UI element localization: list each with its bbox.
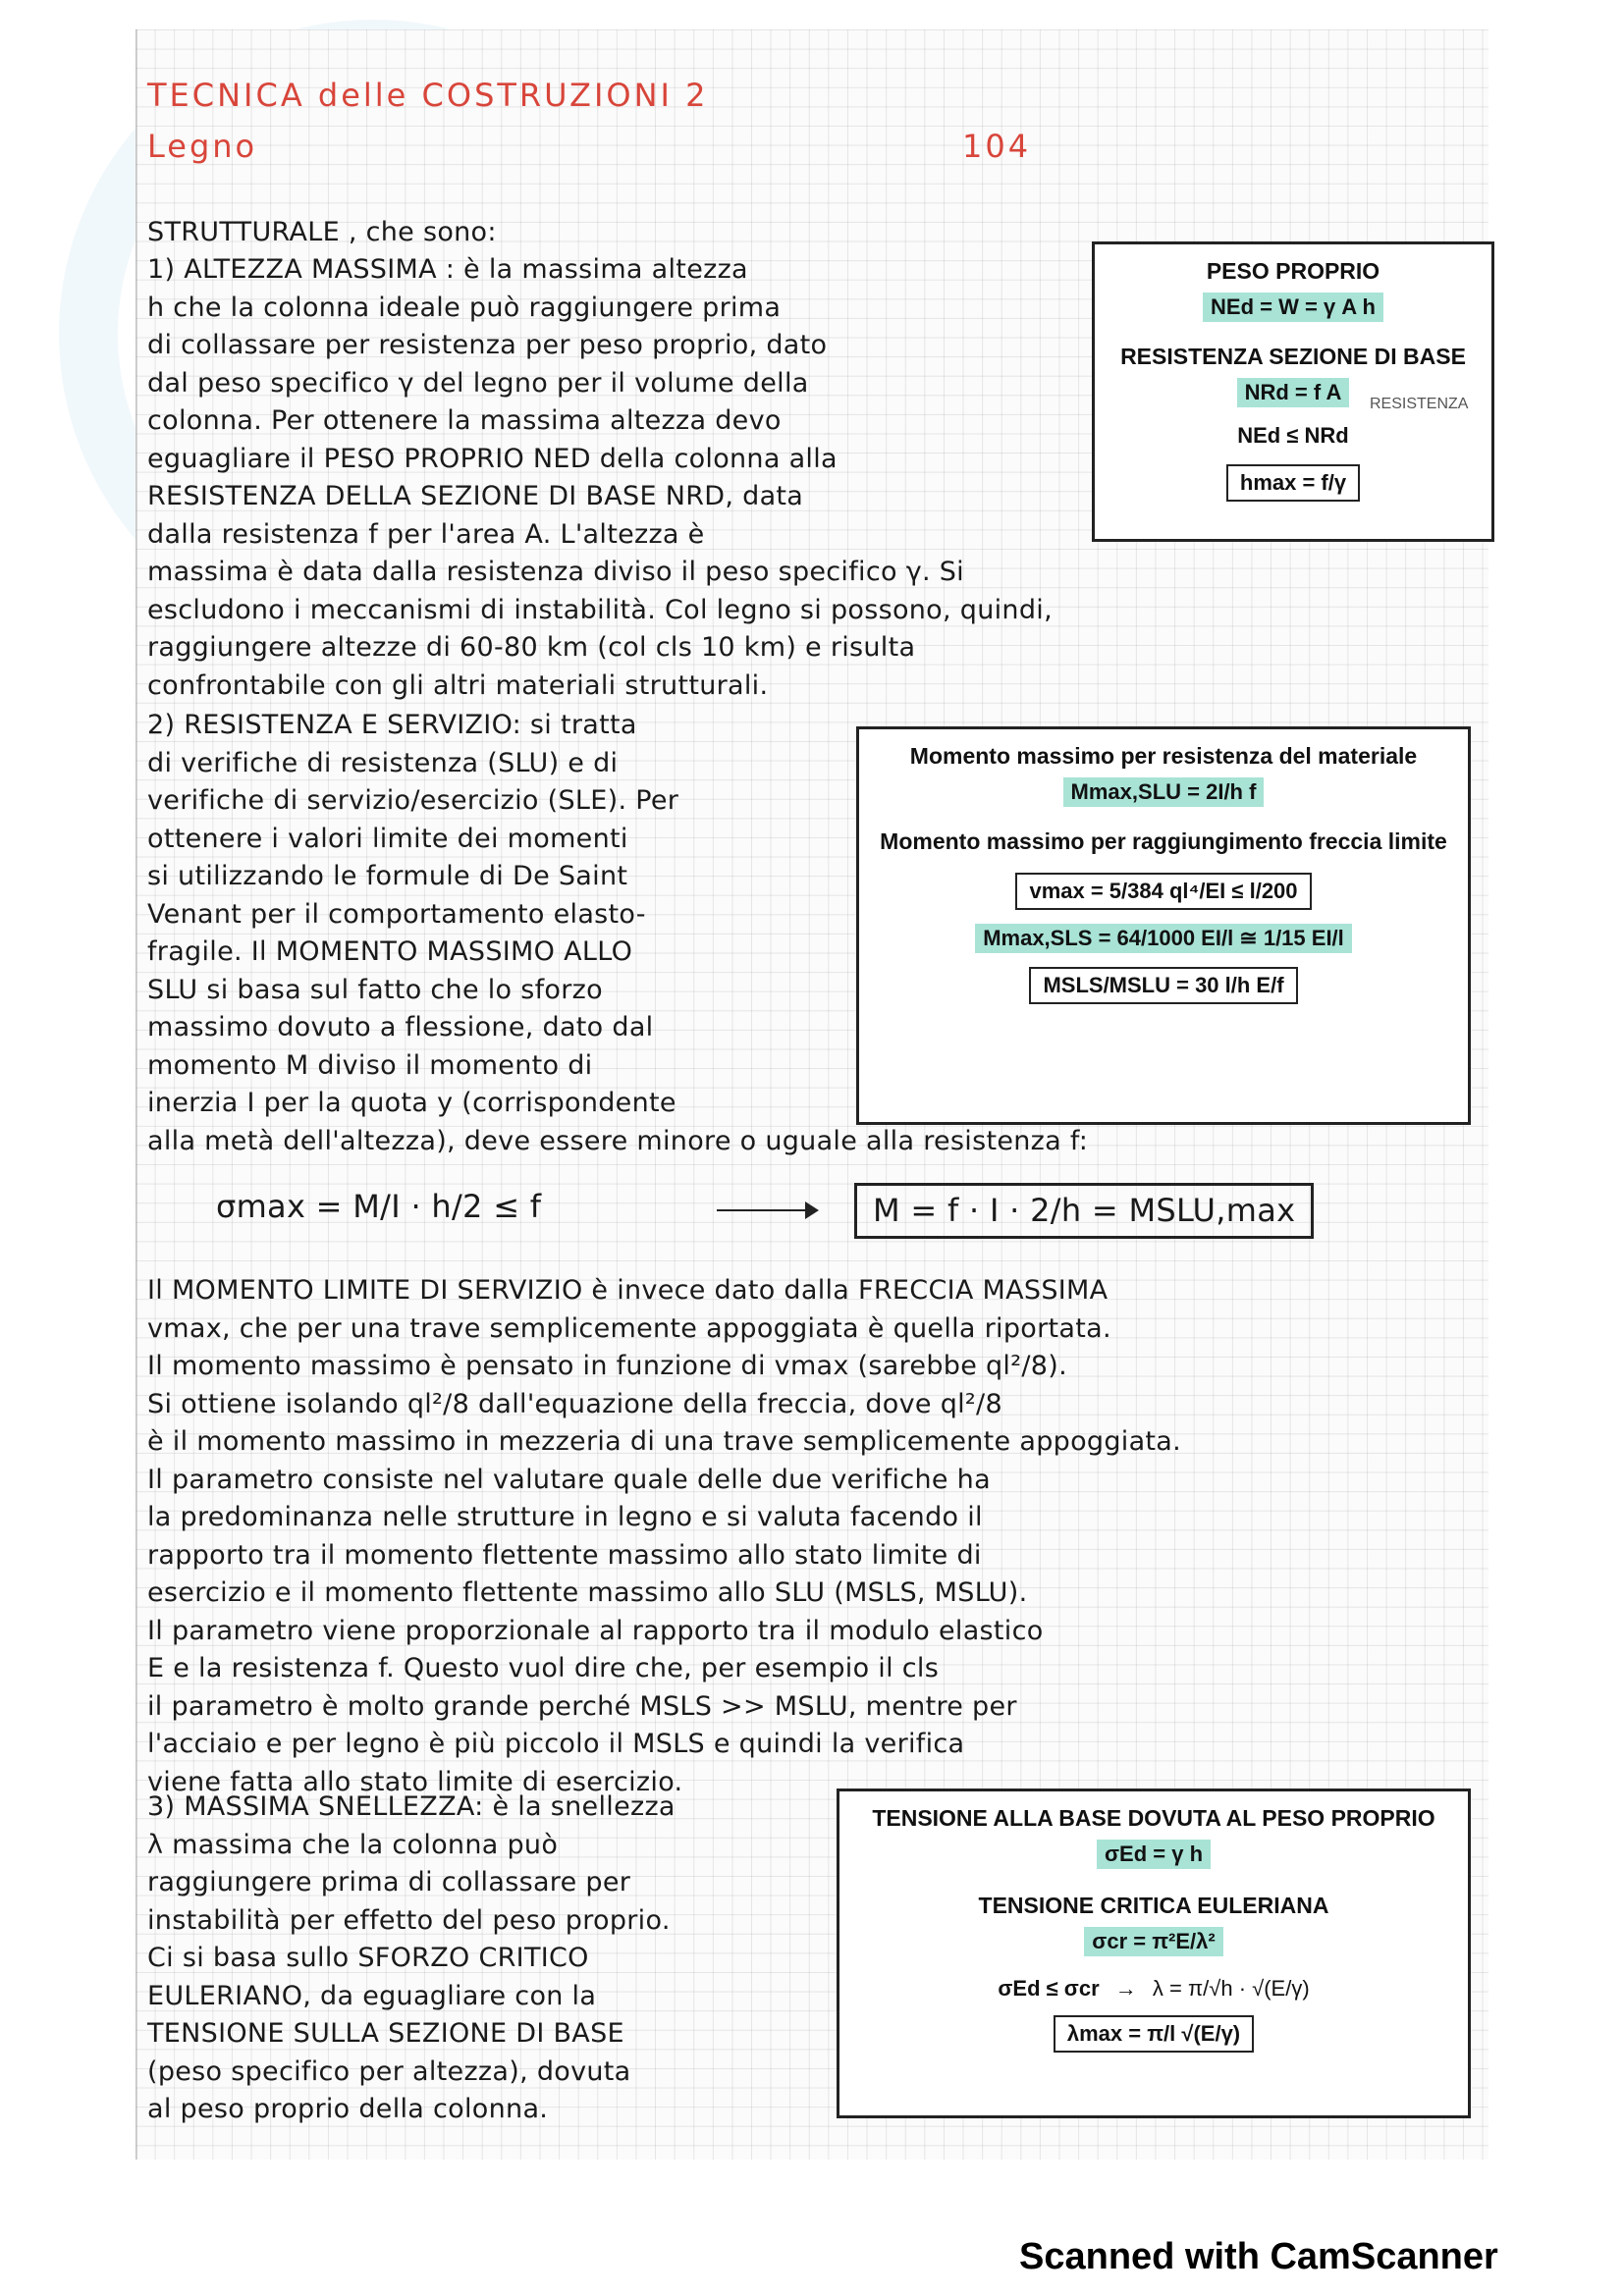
sec4-line: 3) MASSIMA SNELLEZZA: è la snellezza [147,1791,676,1822]
box3-formula-lambda-max: λmax = π/l √(E/γ) [1054,2015,1254,2053]
sec3-line: E e la resistenza f. Questo vuol dire che, per esempio il cls [147,1653,940,1683]
sec3-line: è il momento massimo in mezzeria di una trave semplicemente appoggiata. [147,1426,1182,1457]
box1-title-base-resistance: RESISTENZA SEZIONE DI BASE [1120,344,1466,369]
box1-formula-nrd: NRd = f A [1237,378,1350,407]
page-number: 104 [962,128,1032,165]
box2-formula-mslu: Mmax,SLU = 2I/h f [1063,777,1265,807]
box2-formula-ratio: MSLS/MSLU = 30 l/h E/f [1029,967,1297,1004]
sec2-line: massimo dovuto a flessione, dato dal [147,1012,654,1042]
sec2-line: inerzia I per la quota y (corrispondente [147,1088,676,1118]
sec2-line: fragile. Il MOMENTO MASSIMO ALLO [147,936,633,967]
margin-line [135,29,137,2160]
sec1-line: confrontabile con gli altri materiali strutturali. [147,669,769,701]
box2-title-material: Momento massimo per resistenza del materiale [909,743,1418,769]
sec3-line: Il parametro viene proporzionale al rapporto tra il modulo elastico [147,1615,1044,1646]
sec1-line: h che la colonna ideale può raggiungere prima [147,292,782,323]
box3-formula-scr: σcr = π²E/λ² [1084,1927,1222,1956]
box3-formula-lambda: λ = π/√h · √(E/γ) [1152,1976,1310,2001]
course-title: TECNICA delle COSTRUZIONI 2 [147,77,709,114]
scanner-watermark: Scanned with CamScanner [1019,2236,1498,2277]
sec3-line: Il parametro consiste nel valutare quale delle due verifiche ha [147,1464,991,1495]
box2-title-deflection: Momento massimo per raggiungimento freccia limite [880,828,1447,854]
sec4-line: EULERIANO, da eguagliare con la [147,1980,597,2011]
sec4-line: instabilità per effetto del peso proprio. [147,1904,671,1936]
sec1-line: di collassare per resistenza per peso proprio, dato [147,330,828,360]
sec2-line: 2) RESISTENZA E SERVIZIO: si tratta [147,710,637,740]
intro-line: STRUTTURALE , che sono: [147,217,497,247]
section-service-moment [147,1272,1492,1801]
sec2-line: SLU si basa sul fatto che lo sforzo [147,974,603,1005]
sec3-line: vmax, che per una trave semplicemente appoggiata è quella riportata. [147,1312,1111,1344]
equation-mslu-max: M = f · I · 2/h = MSLU,max [854,1183,1314,1239]
box-moment-limits [856,726,1471,1125]
topic-title: Legno [147,128,258,165]
sec4-line: TENSIONE SULLA SEZIONE DI BASE [147,2018,624,2049]
section-max-height [147,251,1080,705]
sec2-line: Venant per il comportamento elasto- [147,898,646,930]
box2-formula-msls: Mmax,SLS = 64/1000 EI/l ≅ 1/15 EI/l [975,924,1352,953]
box3-formula-sed: σEd = γ h [1097,1840,1211,1869]
section-max-slenderness [147,1789,835,2129]
box3-title-euler: TENSIONE CRITICA EULERIANA [978,1893,1329,1918]
sec4-line: (peso specifico per altezza), dovuta [147,2056,631,2087]
sec4-line: raggiungere prima di collassare per [147,1867,631,1897]
box1-title-self-weight: PESO PROPRIO [1206,258,1380,284]
arrow-head-icon [805,1201,819,1219]
sec3-line: il parametro è molto grande perché MSLS >> MSLU, mentre per [147,1690,1017,1722]
sec3-line: esercizio e il momento flettente massimo allo SLU (MSLS, MSLU). [147,1577,1028,1608]
equation-sigma-max: σmax = M/I · h/2 ≤ f [216,1188,542,1225]
sec2-line: ottenere i valori limite dei momenti [147,823,628,854]
sec3-line: Si ottiene isolando ql²/8 dall'equazione della freccia, dove ql²/8 [147,1388,1002,1419]
sec3-line: Il MOMENTO LIMITE DI SERVIZIO è invece dato dalla FRECCIA MASSIMA [147,1275,1109,1306]
box1-arrow-label: RESISTENZA [1370,396,1469,412]
box1-formula-ned: NEd = W = γ A h [1203,293,1383,322]
sec1-line: colonna. Per ottenere la massima altezza devo [147,405,782,436]
box2-formula-vmax: vmax = 5/384 ql⁴/EI ≤ l/200 [1015,873,1311,910]
arrow-icon [717,1209,815,1211]
box-max-height [1092,241,1494,542]
sec2-line: alla metà dell'altezza), deve essere minore o uguale alla resistenza f: [147,1125,1089,1156]
box1-formula-check: NEd ≤ NRd [1237,423,1349,448]
box-slenderness: TENSIONE ALLA BASE DOVUTA AL PESO PROPRIO σEd = γ h TENSIONE CRITICA EULERIANA σcr = π²E/λ² σEd ≤ σcr → λ = π/√h · √(E/γ) λmax = π/l √(E/γ) [837,1789,1471,2118]
sec3-line: viene fatta allo stato limite di esercizio. [147,1766,683,1797]
box3-title-base-stress: TENSIONE ALLA BASE DOVUTA AL PESO PROPRIO [872,1805,1435,1831]
sec2-line: si utilizzando le formule di De Saint [147,861,628,891]
sec2-line: verifiche di servizio/esercizio (SLE). Per [147,785,679,816]
sec3-line: Il momento massimo è pensato in funzione di vmax (sarebbe ql²/8). [147,1351,1067,1381]
sec1-line: dal peso specifico γ del legno per il volume della [147,367,809,399]
box3-formula-check: σEd ≤ σcr [998,1976,1100,2001]
sec1-line: escludono i meccanismi di instabilità. Col legno si possono, quindi, [147,594,1053,625]
sec1-line: eguagliare il PESO PROPRIO NED della colonna alla [147,443,838,474]
sec3-line: la predominanza nelle strutture in legno e si valuta facendo il [147,1502,983,1532]
sec2-line: di verifiche di resistenza (SLU) e di [147,747,619,778]
sec1-line: dalla resistenza f per l'area A. L'altezza è [147,518,705,550]
sec3-line: rapporto tra il momento flettente massimo allo stato limite di [147,1539,982,1571]
sec1-line: raggiungere altezze di 60-80 km (col cls 10 km) e risulta [147,632,916,663]
sec4-line: al peso proprio della colonna. [147,2094,549,2124]
sec4-line: Ci si basa sullo SFORZO CRITICO [147,1943,589,1973]
sec1-line: 1) ALTEZZA MASSIMA : è la massima altezza [147,254,748,285]
box1-formula-hmax: hmax = f/γ [1226,464,1360,502]
sec4-line: λ massima che la colonna può [147,1829,559,1860]
sec2-line: momento M diviso il momento di [147,1049,593,1081]
sec1-line: RESISTENZA DELLA SEZIONE DI BASE NRD, data [147,481,804,511]
sec3-line: l'acciaio e per legno è più piccolo il MSLS e quindi la verifica [147,1729,965,1759]
sec1-line: massima è data dalla resistenza diviso il peso specifico γ. Si [147,557,964,587]
